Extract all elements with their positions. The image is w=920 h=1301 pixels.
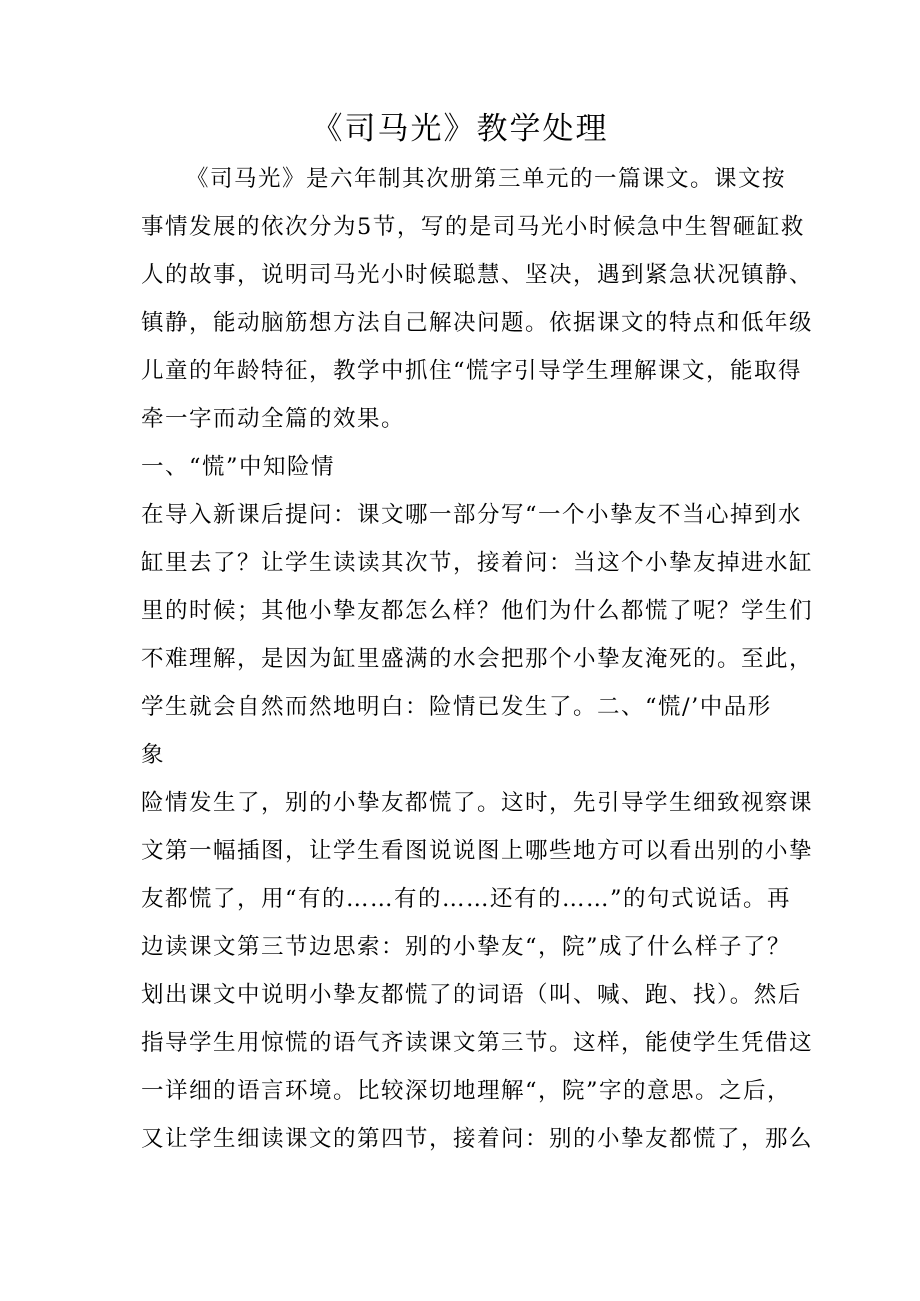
paragraph-line: 事情发展的依次分为5节，写的是司马光小时候急中生智砸缸救 <box>141 214 805 240</box>
section-heading: 一、“慌”中知险情 <box>141 454 336 480</box>
paragraph-line: 指导学生用惊慌的语气齐读课文第三节。这样，能使学生凭借这 <box>141 1030 814 1056</box>
paragraph-line: 划出课文中说明小挚友都慌了的词语（叫、喊、跑、找）。然后 <box>141 982 802 1008</box>
paragraph-line: 镇静，能动脑筋想方法自己解决问题。依据课文的特点和低年级 <box>141 310 814 336</box>
paragraph-line: 象 <box>141 742 166 768</box>
paragraph-line: 儿童的年龄特征，教学中抓住“慌字引导学生理解课文，能取得 <box>141 358 803 384</box>
paragraph-line: 又让学生细读课文的第四节，接着问：别的小挚友都慌了，那么 <box>141 1126 814 1152</box>
paragraph-line: 牵一字而动全篇的效果。 <box>141 406 406 432</box>
paragraph-line: 《司马光》是六年制其次册第三单元的一篇课文。课文按 <box>186 166 787 192</box>
document-title: 《司马光》教学处理 <box>311 111 609 147</box>
paragraph-line: 缸里去了？让学生读读其次节，接着问：当这个小挚友掉进水缸 <box>141 550 814 576</box>
paragraph-line: 文第一幅插图，让学生看图说说图上哪些地方可以看出别的小挚 <box>141 838 814 864</box>
paragraph-line: 一详细的语言环境。比较深切地理解“，院”字的意思。之后， <box>141 1078 792 1104</box>
paragraph-line: 里的时候；其他小挚友都怎么样？他们为什么都慌了呢？学生们 <box>141 598 814 624</box>
paragraph-line: 边读课文第三节边思索：别的小挚友“，院”成了什么样子了？ <box>141 934 792 960</box>
paragraph-line: 学生就会自然而然地明白：险情已发生了。二、“慌/’中品形 <box>141 694 772 720</box>
paragraph-line: 不难理解，是因为缸里盛满的水会把那个小挚友淹死的。至此， <box>141 646 814 672</box>
paragraph-line: 险情发生了，别的小挚友都慌了。这时，先引导学生细致视察课 <box>141 790 814 816</box>
document-body <box>141 155 814 1163</box>
paragraph-line: 在导入新课后提问：课文哪一部分写“一个小挚友不当心掉到水 <box>141 502 803 528</box>
paragraph-line: 友都慌了，用“有的……有的……还有的……”的句式说话。再 <box>141 886 792 912</box>
paragraph-line: 人的故事，说明司马光小时候聪慧、坚决，遇到紧急状况镇静、 <box>141 262 814 288</box>
